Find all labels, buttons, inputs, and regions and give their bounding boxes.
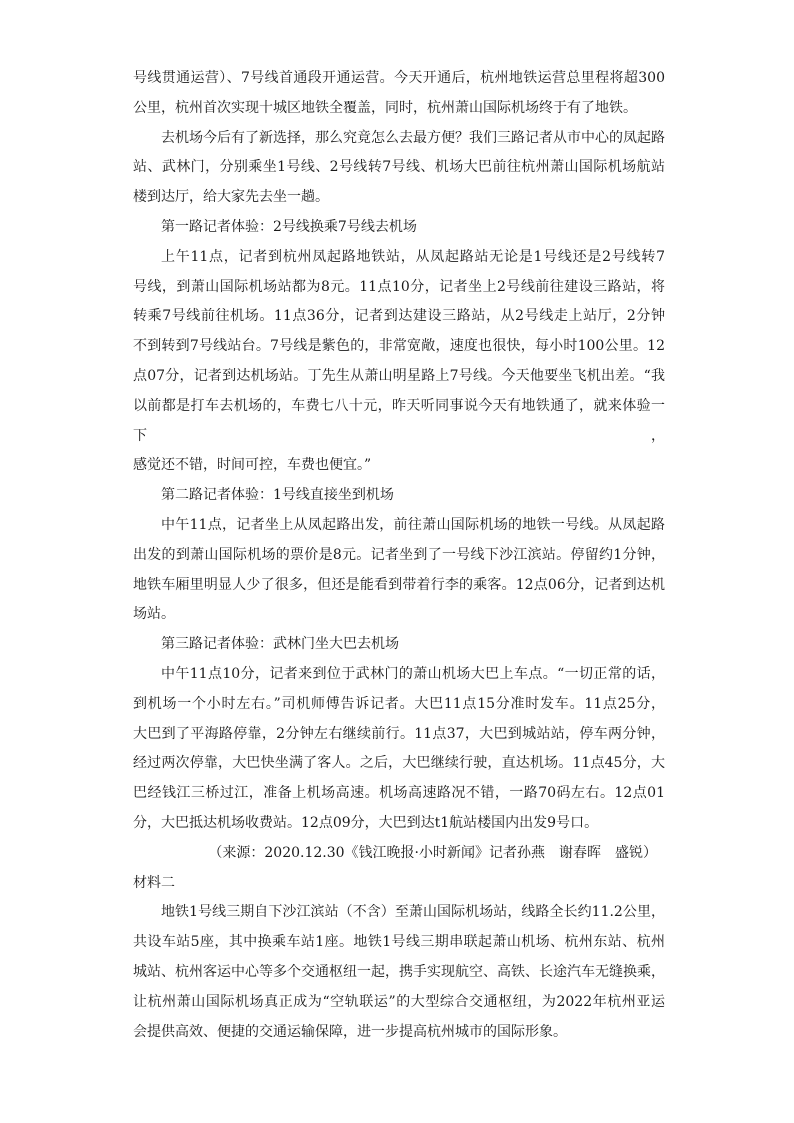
subheading: 第二路记者体验：1号线直接坐到机场 (161, 487, 394, 504)
text-line: 场站。 (133, 606, 175, 623)
subheading: 第三路记者体验：武林门坐大巴去机场 (161, 636, 399, 653)
source-citation: （来源：2020.12.30《钱江晚报·小时新闻》记者孙燕 谢春晖 盛锐） (208, 844, 657, 861)
text-line: 上午11点，记者到杭州凤起路地铁站，从凤起路站无论是1号线还是2号线转7 (161, 248, 665, 265)
text-line: 号线贯通运营）、7号线首通段开通运营。今天开通后，杭州地铁运营总里程将超300 (133, 70, 665, 86)
text-line: 会提供高效、便捷的交通运输保障，进一步提高杭州城市的国际形象。 (133, 1023, 567, 1040)
text-line: 分，大巴抵达机场收费站。12点09分，大巴到达t1航站楼国内出发9号口。 (133, 814, 599, 831)
text-line: 巴经钱江三桥过江，准备上机场高速。机场高速路况不错，一路70码左右。12点01 (133, 785, 665, 802)
text-line: 中午11点10分，记者来到位于武林门的萧山机场大巴上车点。“一切正常的话， (161, 665, 665, 682)
text-line: 地铁1号线三期自下沙江滨站（不含）至萧山国际机场站，线路全长约11.2公里， (161, 904, 665, 921)
subheading: 第一路记者体验：2号线换乘7号线去机场 (161, 218, 417, 235)
section-heading-1 (133, 213, 665, 243)
text-line: 出发的到萧山国际机场的票价是8元。记者坐到了一号线下沙江滨站。停留约1分钟， (133, 546, 665, 563)
text-line: 去机场今后有了新选择，那么究竟怎么去最方便？我们三路记者从市中心的凤起路 (161, 129, 665, 146)
text-line: 到机场一个小时左右。”司机师傅告诉记者。大巴11点15分准时发车。11点25分， (133, 695, 665, 712)
section-heading-3 (133, 630, 665, 660)
text-line: 感觉还不错，时间可控，车费也便宜。” (133, 457, 372, 474)
text-line: 以前都是打车去机场的，车费七八十元，昨天听同事说今天有地铁通了，就来体验一下， (133, 397, 665, 444)
section-heading-2 (133, 481, 665, 511)
article-body (133, 64, 665, 1047)
paragraph-5 (133, 660, 665, 839)
text-line: 城站、杭州客运中心等多个交通枢纽一起，携手实现航空、高铁、长途汽车无缝换乘， (133, 963, 665, 980)
text-line: 点07分，记者到达机场站。丁先生从萧山明星路上7号线。今天他要坐飞机出差。“我 (133, 367, 665, 384)
paragraph-1 (133, 64, 665, 124)
text-line: 中午11点，记者坐上从凤起路出发，前往萧山国际机场的地铁一号线。从凤起路 (161, 516, 665, 533)
paragraph-2 (133, 124, 665, 213)
text-line: 号线，到萧山国际机场站都为8元。11点10分，记者坐上2号线前往建设三路站，将 (133, 278, 665, 295)
text-line: 不到转到7号线站台。7号线是紫色的，非常宽敞，速度也很快，每小时100公里。12 (133, 338, 665, 355)
text-line: 楼到达厅，给大家先去坐一趟。 (133, 189, 329, 206)
text-line: 公里，杭州首次实现十城区地铁全覆盖，同时，杭州萧山国际机场终于有了地铁。 (133, 99, 637, 116)
text-line: 让杭州萧山国际机场真正成为“空轨联运”的大型综合交通枢纽，为2022年杭州亚运 (133, 993, 665, 1010)
text-line: 地铁车厢里明显人少了很多，但还是能看到带着行李的乘客。12点06分，记者到达机 (133, 576, 665, 593)
text-line: 转乘7号线前往机场。11点36分，记者到达建设三路站，从2号线走上站厅，2分钟 (133, 308, 665, 325)
paragraph-4 (133, 511, 665, 630)
material-two-title: 材料二 (133, 874, 175, 891)
paragraph-6 (133, 898, 665, 1047)
paragraph-3 (133, 243, 665, 481)
text-line: 经过两次停靠，大巴快坐满了客人。之后，大巴继续行驶，直达机场。11点45分，大 (133, 755, 665, 772)
text-line: 共设车站5座，其中换乘车站1座。地铁1号线三期串联起萧山机场、杭州东站、杭州 (133, 934, 665, 951)
text-line: 站、武林门，分别乘坐1号线、2号线转7号线、机场大巴前往杭州萧山国际机场航站 (133, 159, 665, 176)
text-line: 大巴到了平海路停靠，2分钟左右继续前行。11点37，大巴到城站站，停车两分钟， (133, 725, 665, 742)
